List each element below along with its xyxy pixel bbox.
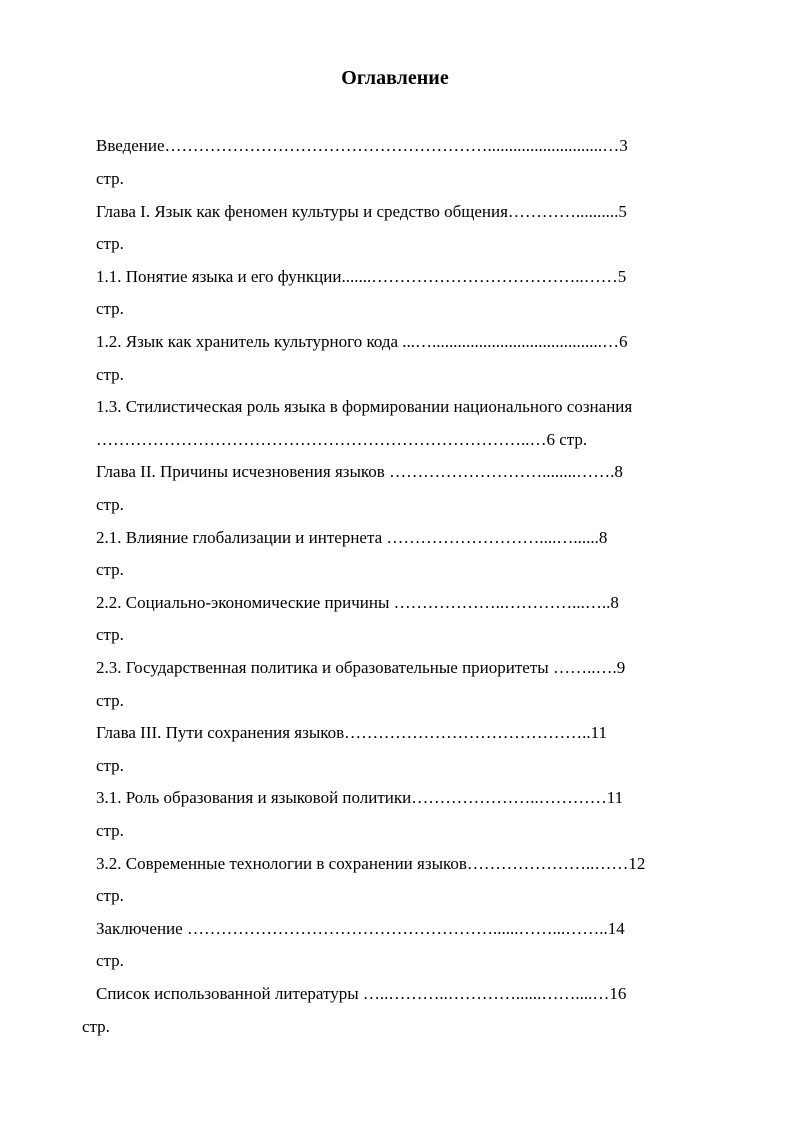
toc-line: Заключение ………………………………………………......……...……..14 (96, 919, 625, 938)
toc-line: стр. (96, 495, 124, 514)
toc-line: стр. (96, 886, 124, 905)
toc-line: стр. (96, 560, 124, 579)
page-title: Оглавление (341, 67, 449, 89)
toc-line: 1.1. Понятие языка и его функции.......………………………………..……5 (96, 267, 627, 286)
toc-line: стр. (96, 691, 124, 710)
toc-line: стр. (82, 1017, 110, 1036)
toc-line: стр. (96, 365, 124, 384)
toc-line: стр. (96, 756, 124, 775)
toc-line: стр. (96, 299, 124, 318)
toc-line: Глава II. Причины исчезновения языков ………………………........…….8 (96, 462, 623, 481)
toc-line: Глава I. Язык как феномен культуры и средство общения…………..........5 (96, 202, 627, 221)
toc-line: стр. (96, 625, 124, 644)
toc-line: стр. (96, 951, 124, 970)
toc-line: 1.2. Язык как хранитель культурного кода ...…........................................…6 (96, 332, 628, 351)
toc-line: 1.3. Стилистическая роль языка в формировании национального сознания (96, 397, 633, 416)
toc-line: …………………………………………………………………..…6 стр. (96, 430, 588, 449)
toc-line: стр. (96, 234, 124, 253)
toc-line: 2.2. Социально-экономические причины ………………..…………...…..8 (96, 593, 619, 612)
toc-line: стр. (96, 821, 124, 840)
toc-line: Список использованной литературы …..………..…………......……....…16 (96, 984, 627, 1003)
toc-line: Глава III. Пути сохранения языков……………………………………..11 (96, 723, 608, 742)
toc-line: 3.2. Современные технологии в сохранении языков…………………..……12 (96, 854, 646, 873)
toc-line: 3.1. Роль образования и языковой политики…………………..…………11 (96, 788, 624, 807)
toc-line: Введение…………………………………………………...........................…3 (96, 136, 628, 155)
toc-line: 2.3. Государственная политика и образовательные приоритеты ……..….9 (96, 658, 626, 677)
toc-line: 2.1. Влияние глобализации и интернета ………………………....…......8 (96, 528, 608, 547)
toc-line: стр. (96, 169, 124, 188)
